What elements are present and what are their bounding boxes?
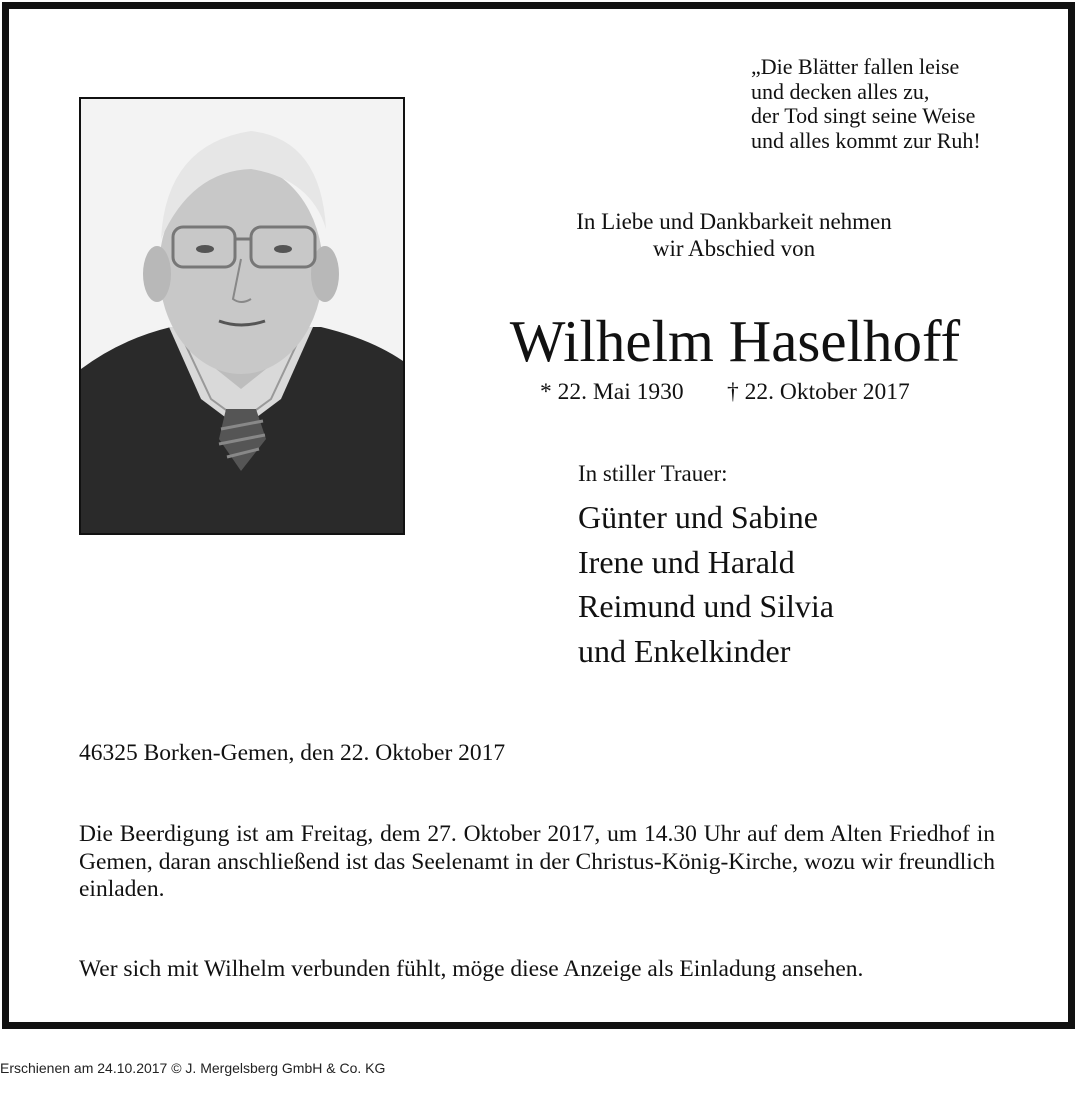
portrait-photo [79, 97, 405, 535]
mourning-label: In stiller Trauer: [578, 461, 728, 486]
poem [751, 55, 981, 153]
deceased-name: Wilhelm Haselhoff [509, 308, 961, 374]
intro-line-2: wir Abschied von [652, 236, 816, 261]
publication-footer: Erschienen am 24.10.2017 © J. Mergelsberg GmbH & Co. KG [0, 1060, 386, 1076]
poem-line: der Tod singt seine Weise [751, 103, 976, 128]
poem-line: und decken alles zu, [751, 78, 930, 104]
poem-line: und alles kommt zur Ruh! [751, 127, 981, 153]
death-date: † 22. Oktober 2017 [727, 379, 910, 405]
place-date: 46325 Borken-Gemen, den 22. Oktober 2017 [79, 740, 506, 766]
mourners-list [578, 495, 834, 673]
funeral-text: Die Beerdigung ist am Freitag, dem 27. Oktober 2017, um 14.30 Uhr auf dem Alten Friedhof in Gemen, daran anschließend ist das Seelenamt in der Christus-König-Kirche, wozu wir freundlich einladen. [79, 821, 995, 902]
mourner-item: Reimund und Silvia [578, 588, 834, 624]
poem-line: „Die Blätter fallen leise [751, 54, 960, 79]
mourner-item: Irene und Harald [578, 543, 795, 580]
birth-date: * 22. Mai 1930 [540, 379, 684, 405]
mourner-item: und Enkelkinder [578, 632, 791, 669]
intro-line-1: In Liebe und Dankbarkeit nehmen [576, 209, 892, 234]
invitation-text: Wer sich mit Wilhelm verbunden fühlt, möge diese Anzeige als Einladung ansehen. [79, 956, 864, 982]
intro-text [534, 208, 934, 262]
mourner-item: Günter und Sabine [578, 499, 818, 535]
